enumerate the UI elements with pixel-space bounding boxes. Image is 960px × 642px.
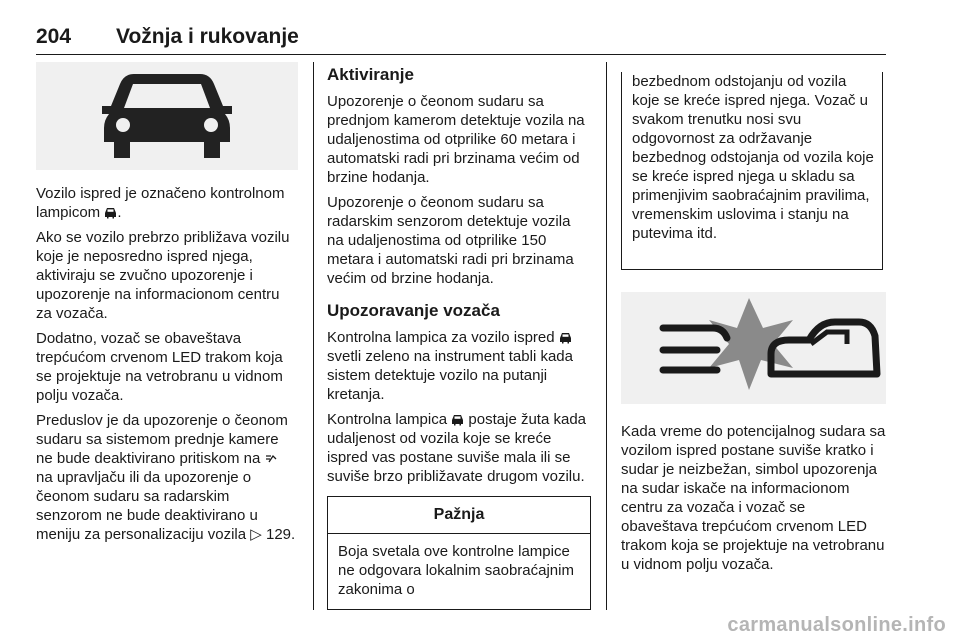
paragraph: Vozilo ispred je označeno kontrolnom lampicom .: [36, 185, 285, 221]
paragraph: Ako se vozilo prebrzo približava vozilu koje je neposredno ispred njega, aktiviraju se zvučno upozorenje i upozorenje na informacionom centru za vozača.: [36, 229, 290, 322]
column-2: [327, 62, 591, 610]
note-body: Boja svetala ove kontrolne lampice ne odgovara lokalnim saobraćajnim zakonima o: [338, 543, 574, 598]
paragraph: Kontrolna lampica postaje žuta kada udaljenost od vozila koje se kreće ispred vas postane suviše mala ili se suviše brzo približavate drugom vozilu.: [327, 411, 587, 485]
column-divider: [313, 62, 314, 610]
watermark: carmanualsonline.info: [727, 614, 946, 636]
collision-warning-button-icon: [264, 452, 278, 465]
paragraph: Dodatno, vozač se obaveštava trepćućom crvenom LED trakom koja se projektuje na vetrobranu u vidnom polju vozača.: [36, 330, 283, 404]
paragraph: Upozorenje o čeonom sudaru sa prednjom kamerom detektuje vozila na udaljenostima od otprilike 60 metara i automatski radi pri brzinama većim od brzine hodanja.: [327, 93, 585, 186]
vehicle-ahead-figure: [36, 62, 298, 170]
note-body: bezbednom odstojanju od vozila koje se kreće ispred njega. Vozač u svakom trenutku nosi svu odgovornost za održavanje bezbednog odstojanja od vozila koje se kreće ispred njega u skladu sa primenjivim saobraćajnim pravilima, vremenskim uslovima i stanju na putevima itd.: [632, 73, 874, 242]
collision-warning-figure: [621, 292, 886, 404]
note-box-continued: [621, 72, 883, 270]
car-front-icon: [104, 207, 117, 219]
paragraph: Kada vreme do potencijalnog sudara sa vozilom ispred postane suviše kratko i sudar je neizbežan, simbol upozorenja na sudar iskače na informacionom centru za vozača i vozač se obaveštava trepćućom crvenom LED trakom koja se projektuje na vetrobranu u vidnom polju vozača.: [621, 423, 886, 573]
section-heading: Upozoravanje vozača: [327, 301, 500, 320]
car-front-icon: [36, 62, 298, 170]
column-3: [621, 62, 886, 580]
car-front-icon: [451, 414, 464, 426]
column-divider: [606, 62, 607, 610]
chapter-title: Vožnja i rukovanje: [116, 25, 299, 48]
page-number: 204: [36, 25, 72, 48]
paragraph: Kontrolna lampica za vozilo ispred svetli zeleno na instrument tabli kada sistem detektuje vozilo na putanji kretanja.: [327, 329, 573, 403]
column-1: [36, 62, 298, 550]
collision-warning-icon: [621, 292, 886, 404]
car-front-icon: [559, 332, 572, 344]
page-reference-icon: ▷: [250, 526, 262, 543]
note-title: Pažnja: [328, 497, 590, 534]
page-header: [36, 12, 886, 55]
page-reference[interactable]: 129.: [266, 526, 296, 543]
section-heading: Aktiviranje: [327, 65, 414, 84]
paragraph: Upozorenje o čeonom sudaru sa radarskim senzorom detektuje vozila na udaljenostima od otprilike 150 metara i automatski radi pri brzinama većim od brzine hodanja.: [327, 194, 574, 287]
note-box: [327, 496, 591, 610]
paragraph: Preduslov je da upozorenje o čeonom sudaru sa sistemom prednje kamere ne bude deaktivirano pritiskom na na upravljaču ili da upozorenje o čeonom sudaru sa radarskim senzorom ne bude deaktivirano u meniju za personalizaciju vozila ▷ 129.: [36, 412, 296, 543]
